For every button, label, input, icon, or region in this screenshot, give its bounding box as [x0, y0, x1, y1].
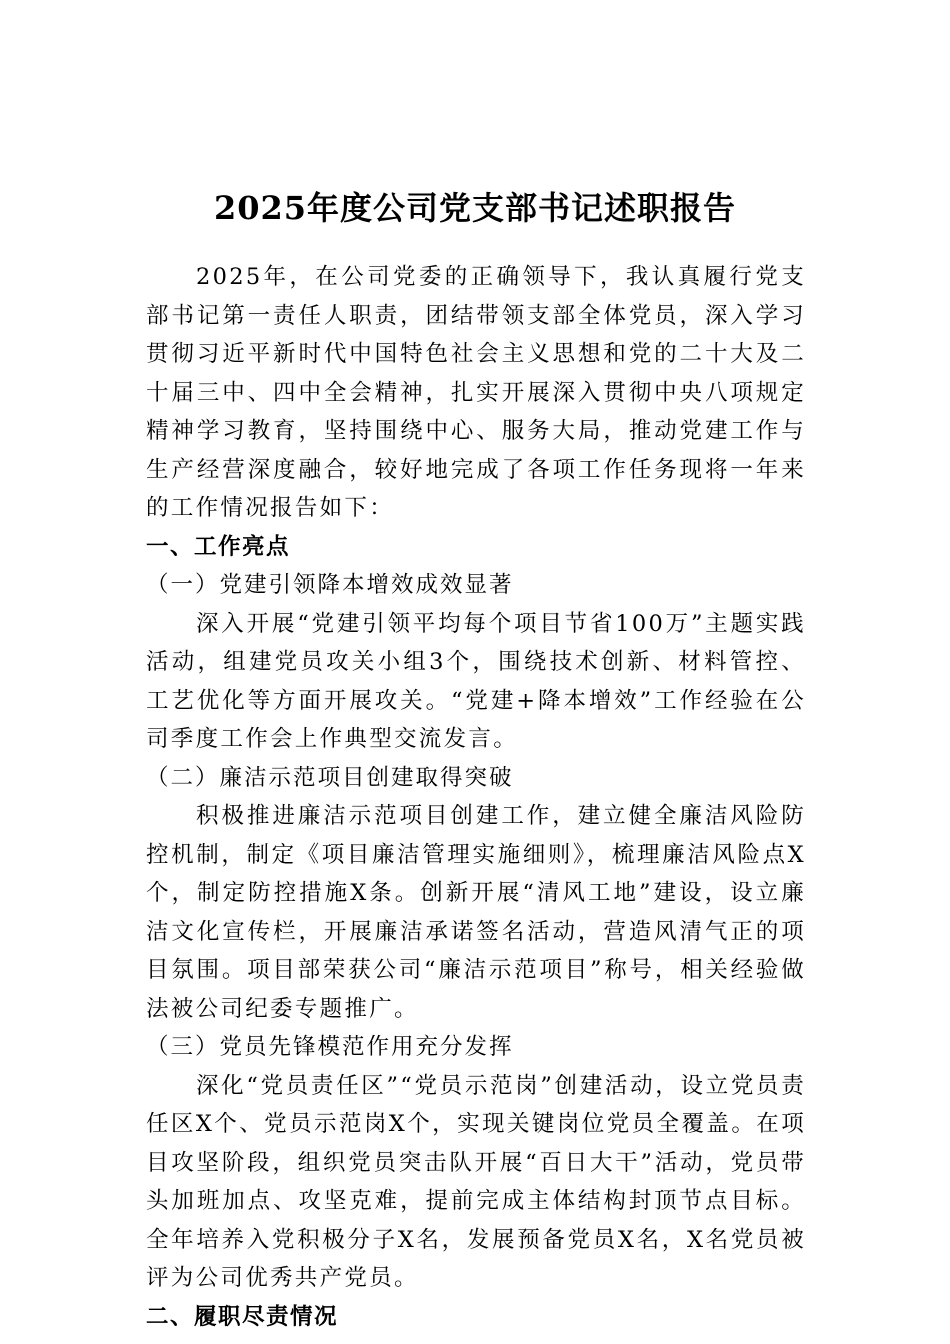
subsection-heading-3: （三）党员先锋模范作用充分发挥: [146, 1034, 514, 1060]
subsection-heading-2: （二）廉洁示范项目创建取得突破: [146, 764, 514, 791]
subsection-body-3: 深化“党员责任区”“党员示范岗”创建活动，设立党员责任区X个、党员示范岗X个，实现关键岗位党员全覆盖。在项目攻坚阶段，组织党员突击队开展“百日大干”活动，党员带头加班加点、攻坚克难，提前完成主体结构封顶节点目标。全年培养入党积极分子X名，发展预备党员X名，X名党员被评为公司优秀共产党员。: [146, 1072, 806, 1291]
section-heading-highlights: 一、工作亮点: [146, 533, 291, 560]
subsection-body-2: 积极推进廉洁示范项目创建工作，建立健全廉洁风险防控机制，制定《项目廉洁管理实施细则》，梳理廉洁风险点X个，制定防控措施X条。创新开展“清风工地”建设，设立廉洁文化宣传栏，开展廉洁承诺签名活动，营造风清气正的项目氛围。项目部荣获公司“廉洁示范项目”称号，相关经验做法被公司纪委专题推广。: [146, 803, 806, 1022]
subsection-body-1: 深入开展“党建引领平均每个项目节省100万”主题实践活动，组建党员攻关小组3个，围绕技术创新、材料管控、工艺优化等方面开展攻关。“党建+降本增效”工作经验在公司季度工作会上作典型交流发言。: [146, 610, 806, 752]
document-body: [146, 258, 806, 1336]
subsection-heading-1: （一）党建引领降本增效成效显著: [146, 572, 514, 598]
document-title: 2025年度公司党支部书记述职报告: [213, 189, 737, 228]
intro-paragraph: 2025年，在公司党委的正确领导下，我认真履行党支部书记第一责任人职责，团结带领支部全体党员，深入学习贯彻习近平新时代中国特色社会主义思想和党的二十大及二十届三中、四中全会精神，扎实开展深入贯彻中央八项规定精神学习教育，坚持围绕中心、服务大局，推动党建工作与生产经营深度融合，较好地完成了各项工作任务现将一年来的工作情况报告如下：: [146, 264, 806, 521]
section-heading-duties: 二、履职尽责情况: [146, 1303, 339, 1330]
